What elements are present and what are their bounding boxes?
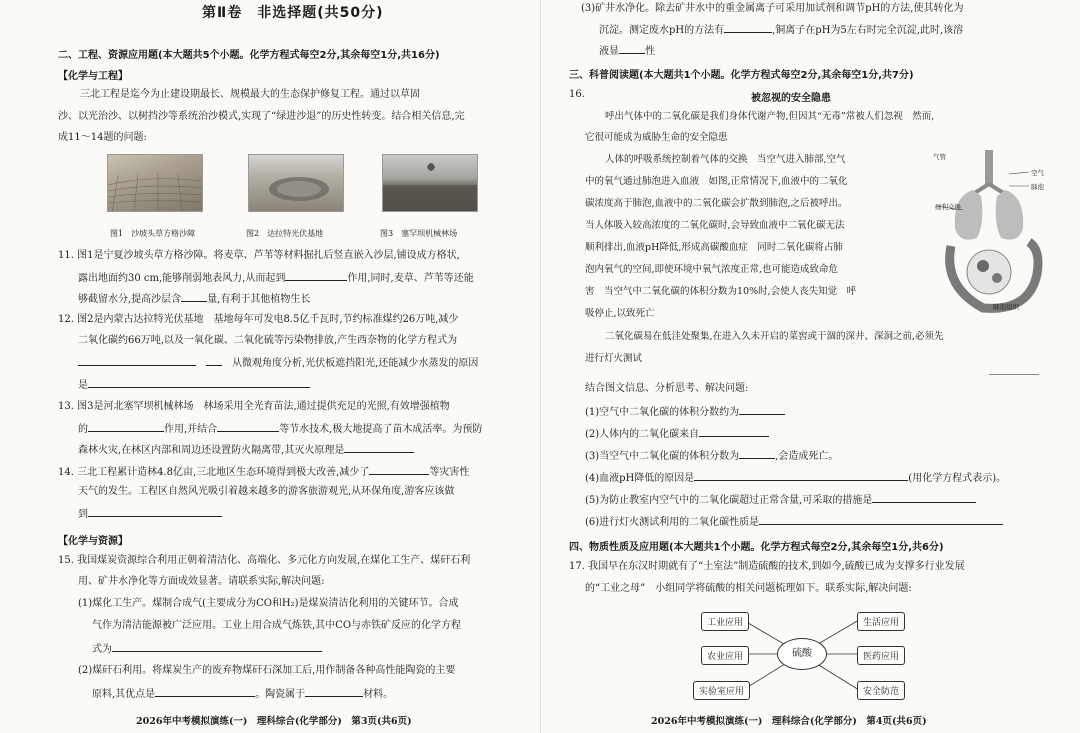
question-15-3: (3)矿井水净化。除去矿井水中的重金属离子可采用加试剂和调节pH的方法,使其转化为 [581,3,964,14]
question-11-line: 够截留水分,提高沙层含 量,有利于其他植物生长 [78,291,310,307]
section-heading: 三、科普阅读题(本大题共1个小题。化学方程式每空2分,其余每空1分,共7分) [569,70,914,81]
question-15-3-line: 液显 性 [599,43,655,59]
article-text: 进行灯火测试 [585,353,643,364]
question-15-line: 用、矿井水净化等方面成效显著。请联系实际,解决问题: [78,576,325,587]
question-16-3: (3)当空气中二氧化碳的体积分数为 ,会造成死亡。 [585,448,838,464]
answer-blank [88,377,310,388]
article-text: 呼出气体中的二氧化碳是我们身体代谢产物,但因其“无毒”常被人们忽视 然而, [605,111,935,122]
question-16-number: 16. [569,89,585,100]
label-alveoli: 肺泡 [1031,183,1044,191]
question-13-line: 森林火灾,在林区内部和周边还设置防火隔离带,其灭火原理是 [78,442,414,458]
mindmap-node-medicine: 医药应用 [857,646,905,665]
question-13-line: 的 作用,并结合 等节水技术,极大地提高了苗木成活率。为预防 [78,421,482,437]
question-17: 17. 我国早在东汉时期就有了“土室法”制造硫酸的技术,到如今,硫酸已成为支撑多行业发展 [569,561,965,572]
mindmap-node-industry: 工业应用 [701,612,749,631]
question-16-4: (4)血液pH降低的原因是 (用化学方程式表示)。 [585,470,1006,486]
question-16-6: (6)进行灯火测试利用的二氧化碳性质是 [585,514,1003,530]
answer-blank [369,464,429,475]
answer-blank [285,270,347,281]
page-footer: 2026年中考模拟演练(一) 理科综合(化学部分) 第4页(共6页) [651,716,927,727]
figure-3-photo [382,154,478,212]
label-air: 空气 [1031,169,1044,177]
question-15-1-line: 式为 [92,641,322,657]
figure-2-caption: 图2 达拉特光伏基地 [246,229,324,238]
topic-tag: 【化学与资源】 [58,536,128,547]
question-14: 14. 三北工程累计造林4.8亿亩,三北地区生态环境得到极大改善,减少了 等灾害性 [58,464,469,480]
question-11: 11. 图1是宁夏沙坡头草方格沙障。将麦草、芦苇等材料掘扎后竖直嵌入沙层,铺设成方格状, [58,250,460,261]
answer-blank [88,506,222,517]
question-12-line: 二氧化碳约66万吨,以及一氧化碳、二氧化硫等污染物排放,产生西奈物的化学方程式为 [78,335,458,346]
question-prompt: 结合图文信息、分析思考、解决问题: [585,383,749,394]
mindmap-node-daily-life: 生活应用 [857,612,905,631]
question-15-1-line: 气作为清洁能源被广泛应用。工业上用合成气炼铁,其中CO与赤铁矿反应的化学方程 [92,620,462,631]
article-title: 被忽视的安全隐患 [751,93,831,104]
answer-blank [344,442,414,453]
section-heading: 四、物质性质及应用题(本大题共1个小题。化学方程式每空2分,其余每空1分,共6分) [569,542,944,553]
mindmap-node-safety: 安全防范 [857,681,905,700]
article-text: 顺利排出,血液pH降低,形成高碳酸血症 同时二氧化碳将占肺 [585,242,843,253]
question-15-3-line: 沉淀。测定废水pH的方法有 ,铜离子在pH为5左右时完全沉淀,此时,该溶 [599,22,963,38]
answer-blank [739,404,785,415]
intro-text: 三北工程是迄今为止建设期最长、规模最大的生态保护修复工程。通过以草固 [80,89,420,100]
question-12-line: 从微观角度分析,光伏板遮挡阳光,还能减少水蒸发的原因 [78,355,478,371]
topic-tag: 【化学与工程】 [58,71,128,82]
answer-blank [699,426,769,437]
figure-3-caption: 图3 塞罕坝机械林场 [380,229,458,238]
answer-blank [759,514,1003,525]
answer-blank [78,355,196,366]
question-16-2: (2)人体内的二氧化碳来自 [585,426,769,442]
answer-blank [155,686,255,697]
article-text: 当人体吸入较高浓度的二氧化碳时,会导致血液中二氧化碳无法 [585,220,845,231]
question-12-line: 是 [78,377,310,393]
label-exchange: 细利交换 [935,203,961,211]
answer-blank [112,641,322,652]
answer-blank [217,421,279,432]
article-text: 泡内氧气的空间,即使环境中氧气浓度正常,也可能造成致命危 [585,264,839,275]
question-15-2: (2)煤矸石利用。将煤炭生产的废弃物煤矸石深加工后,用作制备各种高性能陶瓷的主要 [78,665,456,676]
article-text: 中的氧气通过肺泡进入血液 如图,正常情况下,血液中的二氧化 [585,176,848,187]
article-text: 害 当空气中二氧化碳的体积分数为10%时,会使人丧失知觉 呼 [585,286,857,297]
answer-blank [88,421,164,432]
answer-blank [739,448,775,459]
question-17-line: 的“工业之母” 小组同学将硫酸的相关问题梳理如下。联系实际,解决问题: [585,583,912,594]
answer-blank [619,43,645,54]
answer-blank [305,686,363,697]
answer-blank [694,470,908,481]
part-title: 第Ⅱ卷 非选择题(共50分) [202,5,384,21]
figure-1-photo [107,154,203,212]
question-12: 12. 图2是内蒙古达拉特光伏基地 基地每年可发电8.5亿千瓦时,节约标准煤约26万吨,减少 [58,314,459,325]
exam-page-4 [540,0,1080,733]
article-text: 二氧化碳易在低洼处聚集,在进入久未开启的菜窖或干涸的深井、深洞之前,必须先 [605,331,944,342]
page-footer: 2026年中考模拟演练(一) 理科综合(化学部分) 第3页(共6页) [136,716,412,727]
question-14-line: 天气的发生。工程区自然风光吸引着越来越多的游客旅游观光,从环保角度,游客应该做 [78,486,455,497]
article-text: 人体的呼吸系统控制着气体的交换 当空气进入肺部,空气 [605,154,846,165]
question-16-1: (1)空气中二氧化碳的体积分数约为 [585,404,785,420]
article-text: 它很可能成为威胁生命的安全隐患 [585,132,728,143]
question-14-line: 到 [78,506,222,522]
answer-blank [206,355,222,366]
label-trachea: 气管 [933,153,946,161]
figure-2-photo [248,154,344,212]
figure-1-caption: 图1 沙坡头草方格沙障 [110,229,196,238]
mindmap-node-laboratory: 实验室应用 [693,681,750,700]
article-text: 吸停止,以致死亡 [585,308,655,319]
question-13: 13. 图3是河北塞罕坝机械林场 林场采用全光育苗法,通过提供充足的光照,有效增强植物 [58,401,450,412]
question-16-5: (5)为防止教室内空气中的二氧化碳超过正常含量,可采取的措施是 [585,492,976,508]
section-heading: 二、工程、资源应用题(本大题共5个小题。化学方程式每空2分,其余每空1分,共16分) [58,50,440,61]
question-15: 15. 我国煤炭资源综合利用正朝着清洁化、高端化、多元化方向发展,在煤化工生产、煤矸石利 [58,555,471,566]
article-text: 碳浓度高于肺泡,血液中的二氧化碳会扩散到肺泡,之后被呼出。 [585,198,848,209]
answer-blank [724,22,772,33]
mindmap-node-agriculture: 农业应用 [701,646,749,665]
answer-blank [181,291,207,302]
question-15-2-line: 原料,其优点是 。陶瓷属于 材料。 [92,686,393,702]
divider [989,374,1039,375]
intro-text: 成11～14题的问题: [58,132,147,143]
label-tissue: 肺泡组织 [993,303,1019,311]
answer-blank [872,492,976,503]
mindmap-center: 硫酸 [777,638,827,670]
question-11-line: 露出地面约30 cm,能够削弱地表风力,从而起到 作用,同时,麦草、芦苇等还能 [78,270,474,286]
respiration-diagram [933,146,1051,316]
question-15-1: (1)煤化工生产。煤制合成气(主要成分为CO和H₂)是煤炭清洁化利用的关键环节。合成 [78,598,459,609]
intro-text: 沙、以光治沙、以树挡沙等系统治沙模式,实现了“绿进沙退”的历史性转变。结合相关信息,完 [58,111,465,122]
